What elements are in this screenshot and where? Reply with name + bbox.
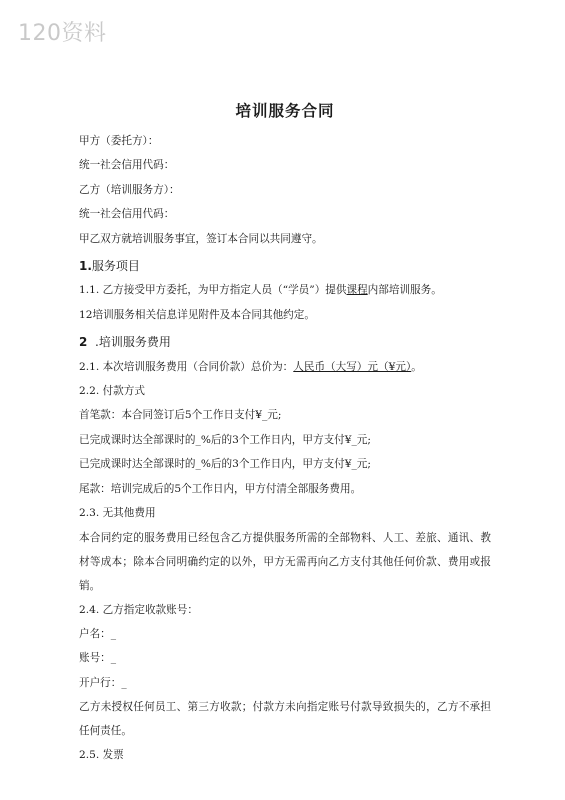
- watermark-logo: 120资料: [18, 21, 107, 46]
- clause-1-1-text: 1.1. 乙方接受甲方委托，为甲方指定人员（“学员”）提供: [79, 284, 347, 297]
- section-1-title: 服务项目: [91, 259, 140, 274]
- clause-1-1-tail: 内部培训服务。: [367, 284, 442, 297]
- clause-1-2: 12培训服务相关信息详见附件及本合同其他约定。: [79, 308, 315, 321]
- clause-2-1-text: 2.1. 本次培训服务费用（合同价款）总价为：: [79, 360, 294, 373]
- party-a-credit-code: 统一社会信用代码：: [79, 159, 175, 172]
- account-number: 账号：_: [79, 652, 117, 665]
- payment-final: 尾款：培训完成后的5个工作日内，甲方付清全部服务费用。: [79, 482, 362, 495]
- section-2-heading: [79, 330, 491, 354]
- bank-name: 开户行：_: [79, 676, 127, 689]
- clause-2-3-heading: 2.3. 无其他费用: [79, 507, 156, 520]
- party-b-credit-code: 统一社会信用代码：: [79, 208, 175, 221]
- clause-2-2-heading: 2.2. 付款方式: [79, 385, 145, 398]
- section-2-title: .培训服务费用: [95, 335, 171, 350]
- contract-document: [79, 100, 491, 768]
- clause-2-4-text: 乙方未授权任何员工、第三方收款；付款方未向指定账号付款导致损失的，乙方不承担任何责任。: [79, 701, 491, 738]
- document-title: 培训服务合同: [235, 101, 335, 120]
- payment-third: 已完成课时达全部课时的_%后的3个工作日内，甲方支付¥_元;: [79, 458, 371, 471]
- clause-1-1: [79, 278, 491, 302]
- account-name: 户名：_: [79, 627, 117, 640]
- clause-2-1: [79, 355, 491, 379]
- section-1-heading: [79, 254, 491, 278]
- party-b-line: 乙方（培训服务方）：: [79, 183, 180, 196]
- total-amount: 人民币（大写）元（¥元）: [293, 360, 412, 373]
- section-2-number: 2: [79, 335, 88, 350]
- clause-2-4-heading: 2.4. 乙方指定收款账号：: [79, 603, 198, 616]
- course-link: 课程: [346, 284, 368, 297]
- clause-2-5-heading: 2.5. 发票: [79, 749, 124, 762]
- party-a-line: 甲方（委托方）：: [79, 135, 159, 147]
- section-1-number: 1.: [79, 259, 92, 274]
- clause-2-1-tail: 。: [411, 360, 422, 373]
- payment-first: 首笔款：本合同签订后5个工作日支付¥_元;: [79, 409, 282, 422]
- payment-second: 已完成课时达全部课时的_%后的3个工作日内，甲方支付¥_元;: [79, 433, 371, 446]
- clause-2-3-text: 本合同约定的服务费用已经包含乙方提供服务所需的全部物料、人工、差旅、通讯、教材等成本；除本合同明确约定的以外，甲方无需再向乙方支付其他任何价款、费用或报销。: [79, 531, 491, 592]
- intro-paragraph: 甲乙双方就培训服务事宜，签订本合同以共同遵守。: [79, 232, 323, 245]
